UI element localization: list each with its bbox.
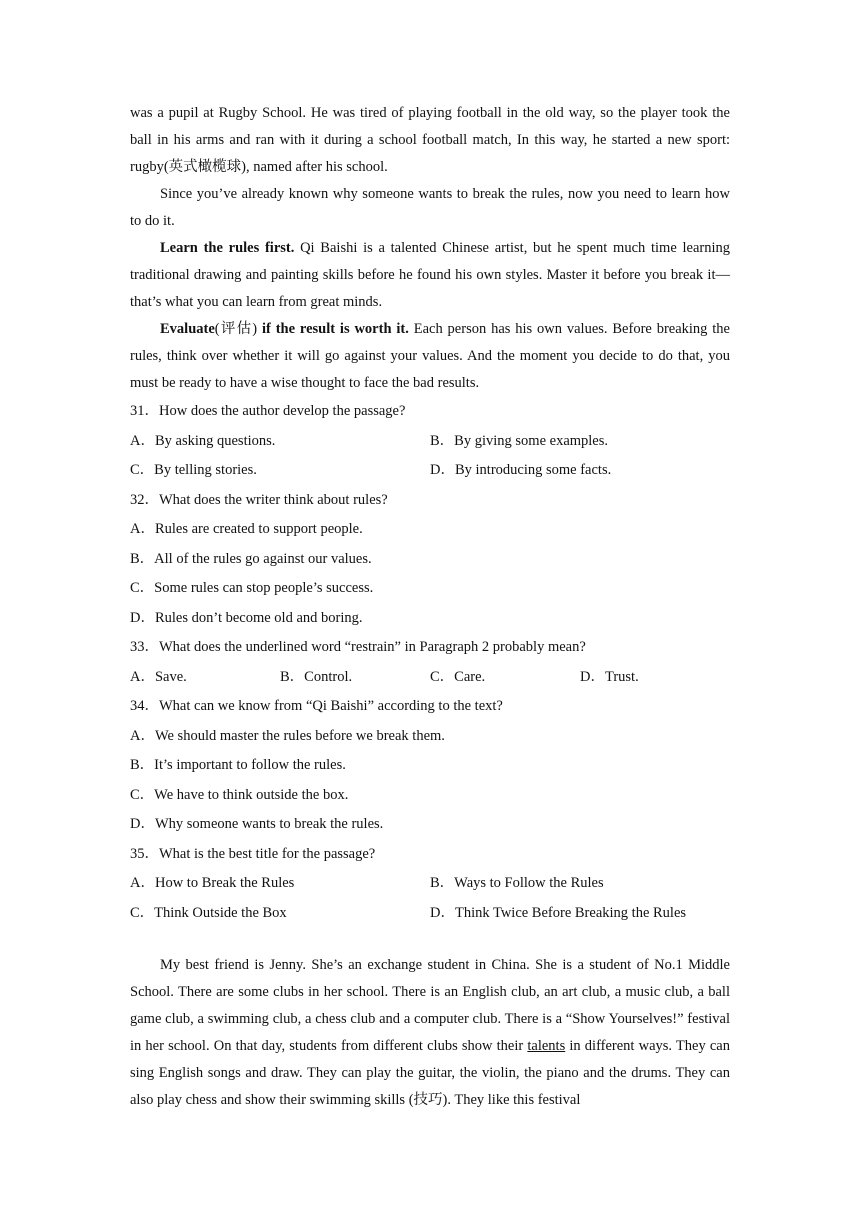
paragraph-jenny-text: My best friend is Jenny. She’s an exchange student in China. She is a student of No.1 Middle School. There are some clubs in her school. There is an English club, an art club, a music club, a ball game club, a swimming club, a chess club and a computer club. There is a “Show Yourselves!” festival in her school. On that day, students from different clubs show their <box>130 957 730 1054</box>
question-32 <box>130 486 730 634</box>
paragraph-rugby: was a pupil at Rugby School. He was tired of playing football in the old way, so the player took the ball in his arms and ran with it during a school football match, In this way, he started a new sport: rugby(英式橄榄球), named after his school. <box>130 105 730 175</box>
option-c[interactable]: C．We have to think outside the box. <box>130 786 349 803</box>
question-stem: 35．What is the best title for the passage? <box>130 845 376 862</box>
question-stem: 32．What does the writer think about rules? <box>130 491 388 508</box>
option-a[interactable]: A．Save. <box>130 668 187 685</box>
option-a[interactable]: A．By asking questions. <box>130 432 276 449</box>
option-d[interactable]: D．Rules don’t become old and boring. <box>130 609 363 626</box>
paragraph-jenny-text-end: in different ways. They can sing English songs and draw. They can play the guitar, the violin, the piano and the drums. They can also play chess and show their swimming skills (技巧). They like this festival <box>130 1038 730 1108</box>
option-a[interactable]: A．Rules are created to support people. <box>130 521 363 537</box>
question-stem: 31．How does the author develop the passage? <box>130 403 406 419</box>
paragraph-evaluate-text: Each person has his own values. Before breaking the rules, think over whether it will go against your values. And the moment you decide to do that, you must be ready to have a wise thought to face the bad results. <box>130 321 730 391</box>
question-34 <box>130 692 730 840</box>
option-a[interactable]: A．We should master the rules before we break them. <box>130 727 445 744</box>
paragraph-break-rules-intro: Since you’ve already known why someone wants to break the rules, now you need to learn how to do it. <box>130 186 730 229</box>
heading-evaluate-gloss: (评估) <box>214 321 258 337</box>
question-stem: 33．What does the underlined word “restrain” in Paragraph 2 probably mean? <box>130 639 586 655</box>
option-c[interactable]: C．By telling stories. <box>130 462 257 478</box>
heading-evaluate-rest: if the result is worth it. <box>257 321 409 337</box>
option-d[interactable]: D．Think Twice Before Breaking the Rules <box>430 904 687 921</box>
option-b[interactable]: B．It’s important to follow the rules. <box>130 757 346 773</box>
option-d[interactable]: D．By introducing some facts. <box>430 462 612 478</box>
option-b[interactable]: B．Control. <box>280 668 353 685</box>
option-b[interactable]: B．All of the rules go against our values. <box>130 550 372 567</box>
question-35 <box>130 840 730 929</box>
question-31 <box>130 397 730 486</box>
option-b[interactable]: B．By giving some examples. <box>430 432 609 449</box>
option-d[interactable]: D．Why someone wants to break the rules. <box>130 816 384 832</box>
section-gap <box>130 928 730 952</box>
paragraph-learn-rules <box>130 235 730 316</box>
paragraph-evaluate <box>130 316 730 397</box>
option-c[interactable]: C．Some rules can stop people’s success. <box>130 580 374 596</box>
option-c[interactable]: C．Care. <box>430 668 486 685</box>
option-a[interactable]: A．How to Break the Rules <box>130 875 295 891</box>
underlined-word-talents: talents <box>527 1038 566 1054</box>
question-stem: 34．What can we know from “Qi Baishi” according to the text? <box>130 698 503 714</box>
paragraph-learn-rules-text: Qi Baishi is a talented Chinese artist, but he spent much time learning traditional drawing and painting skills before he found his own styles. Master it before you break it—that’s what you can learn from great minds. <box>130 240 730 310</box>
paragraph-jenny <box>130 952 730 1114</box>
document-page <box>130 100 730 1114</box>
option-c[interactable]: C．Think Outside the Box <box>130 904 287 921</box>
option-d[interactable]: D．Trust. <box>580 668 639 685</box>
heading-learn-rules: Learn the rules first. <box>160 240 295 256</box>
heading-evaluate: Evaluate <box>160 321 215 337</box>
option-b[interactable]: B．Ways to Follow the Rules <box>430 875 604 891</box>
question-33 <box>130 633 730 692</box>
